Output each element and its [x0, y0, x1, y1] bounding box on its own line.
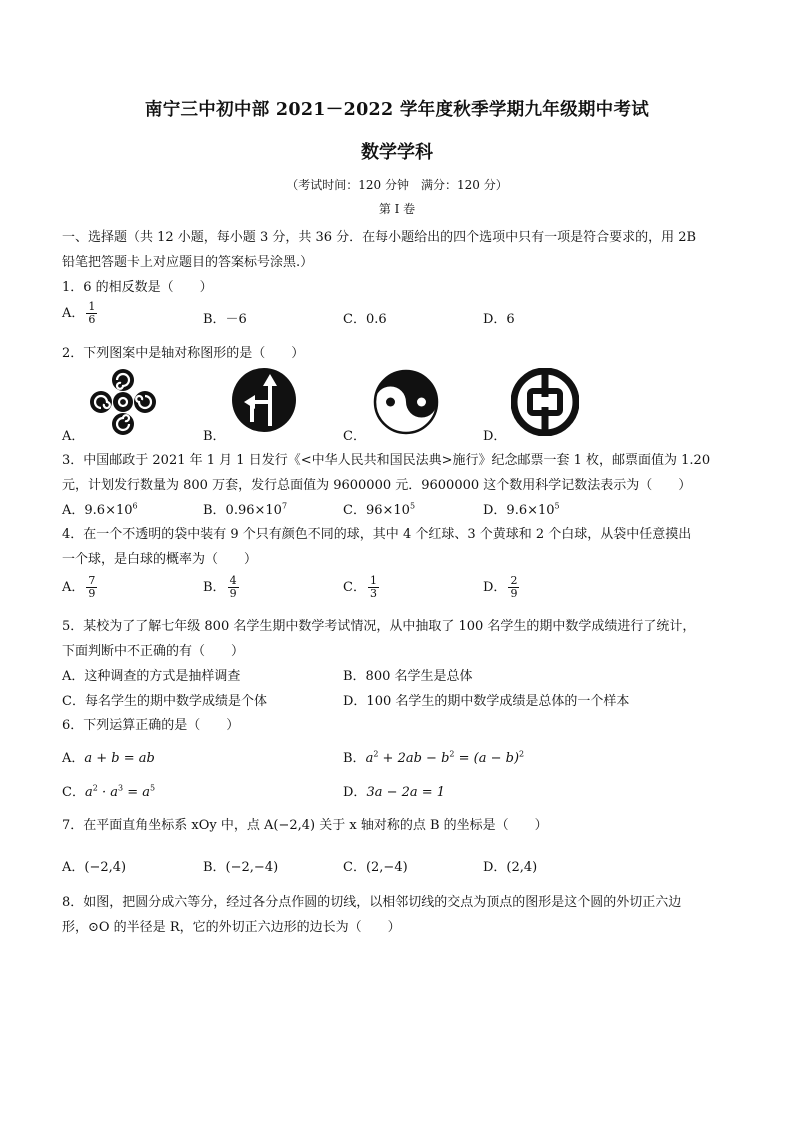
q4-d-fraction — [508, 575, 519, 600]
denominator: 9 — [510, 587, 518, 600]
q6-b-expr-part1: a — [365, 751, 374, 766]
q6-c-expr-part3: = a — [123, 785, 150, 800]
q6-c-label: C． — [62, 785, 85, 800]
numerator: 1 — [88, 300, 96, 313]
q4-c-label: C． — [343, 580, 366, 595]
q7-option-b: B．(−2,−4) — [203, 860, 279, 875]
q4-option-c — [343, 575, 379, 600]
q3-option-b — [203, 499, 287, 518]
q3-a-exponent: 6 — [132, 501, 138, 511]
bank-of-china-logo-icon — [511, 368, 579, 436]
exam-title: 南宁三中初中部 2021－2022 学年度秋季学期九年级期中考试 — [144, 100, 650, 120]
q3-option-d — [483, 499, 560, 518]
q5-option-c: C．每名学生的期中数学成绩是个体 — [62, 694, 267, 709]
q3-b-base: B．0.96×10 — [203, 503, 282, 518]
q1-option-d: D．6 — [483, 312, 515, 327]
q6-d-label: D． — [343, 785, 367, 800]
q6-a-label: A． — [62, 751, 85, 766]
q1-option-b: B．－6 — [203, 312, 247, 327]
q6-a-expression: a + b = ab — [84, 751, 155, 766]
question-8-line2: 形，⊙O 的半径是 R，它的外切正六边形的边长为（ ） — [62, 920, 401, 935]
q1-option-c: C．0.6 — [343, 312, 387, 327]
question-4-line1: 4．在一个不透明的袋中装有 9 个只有颜色不同的球，其中 4 个红球、3 个黄球和 2 个白球，从袋中任意摸出 — [62, 527, 692, 542]
denominator: 9 — [229, 587, 237, 600]
q5-option-d: D．100 名学生的期中数学成绩是总体的一个样本 — [343, 694, 630, 709]
q4-b-fraction — [228, 575, 239, 600]
q2-option-c: C． — [343, 429, 366, 444]
q2-option-d: D． — [483, 429, 507, 444]
q1-fraction — [86, 301, 97, 326]
denominator: 6 — [88, 313, 96, 326]
denominator: 3 — [369, 587, 377, 600]
exponent: 5 — [149, 783, 156, 793]
exponent: 3 — [117, 783, 124, 793]
q7-option-c: C．(2,−4) — [343, 860, 408, 875]
denominator: 9 — [88, 587, 96, 600]
q6-d-expression: 3a − 2a = 1 — [366, 785, 446, 800]
question-5-line2: 下面判断中不正确的有（ ） — [62, 644, 245, 659]
q6-option-c — [62, 781, 155, 800]
numerator: 2 — [510, 574, 518, 587]
yin-yang-icon — [373, 369, 439, 435]
q1-option-a-label: A． — [62, 306, 85, 321]
section-instructions-line1: 一、选择题（共 12 小题，每小题 3 分，共 36 分．在每小题给出的四个选项中只有一项是符合要求的，用 2B — [62, 230, 697, 245]
q6-b-label: B． — [343, 751, 366, 766]
q3-option-a — [62, 499, 138, 518]
q3-c-base: C．96×10 — [343, 503, 410, 518]
question-7-stem: 7．在平面直角坐标系 xOy 中，点 A(−2,4) 关于 x 轴对称的点 B 的坐标是（ ） — [62, 818, 548, 833]
numerator: 1 — [369, 574, 377, 587]
exponent: 2 — [449, 749, 455, 759]
cloud-knot-pattern-icon — [88, 368, 158, 436]
subject-title: 数学学科 — [361, 142, 433, 163]
q6-c-expr-part2: · a — [97, 785, 118, 800]
q3-d-base: D．9.6×10 — [483, 503, 555, 518]
q6-c-expr-part1: a — [84, 785, 93, 800]
q3-b-exponent: 7 — [281, 501, 288, 511]
exponent: 2 — [373, 749, 379, 759]
q3-a-base: A．9.6×10 — [62, 503, 133, 518]
question-2-stem: 2．下列图案中是轴对称图形的是（ ） — [62, 346, 305, 361]
volume-label: 第 I 卷 — [378, 202, 416, 216]
q1-option-a — [62, 301, 97, 326]
q4-a-fraction — [86, 575, 97, 600]
q5-option-a: A．这种调查的方式是抽样调查 — [62, 669, 241, 684]
question-5-line1: 5．某校为了了解七年级 800 名学生期中数学考试情况，从中抽取了 100 名学生的期中数学成绩进行了统计， — [62, 619, 696, 634]
q6-option-d — [343, 781, 445, 800]
q4-option-a — [62, 575, 97, 600]
q6-option-a — [62, 747, 155, 766]
q4-option-d — [483, 575, 519, 600]
q3-d-exponent: 5 — [554, 501, 560, 511]
q7-option-d: D．(2,4) — [483, 860, 538, 875]
question-1-stem: 1．6 的相反数是（ ） — [62, 280, 213, 295]
q4-d-label: D． — [483, 580, 507, 595]
exponent: 2 — [519, 749, 525, 759]
q3-option-c — [343, 499, 415, 518]
q7-option-a: A．(−2,4) — [62, 860, 127, 875]
q5-option-b: B．800 名学生是总体 — [343, 669, 473, 684]
numerator: 7 — [88, 574, 96, 587]
q4-option-b — [203, 575, 239, 600]
q2-option-b: B． — [203, 429, 226, 444]
q4-c-fraction — [368, 575, 379, 600]
q3-c-exponent: 5 — [409, 501, 416, 511]
question-4-line2: 一个球，是白球的概率为（ ） — [62, 552, 258, 567]
question-8-line1: 8．如图，把圆分成六等分，经过各分点作圆的切线，以相邻切线的交点为顶点的图形是这个圆的外切正六边 — [62, 895, 682, 910]
exponent: 2 — [92, 783, 98, 793]
question-3-line1: 3．中国邮政于 2021 年 1 月 1 日发行《<中华人民共和国民法典>施行》纪念邮票一套 1 枚，邮票面值为 1.20 — [62, 453, 711, 468]
q6-option-b — [343, 747, 524, 766]
question-3-line2: 元，计划发行数量为 800 万套，发行总面值为 9600000 元．9600000 这个数用科学记数法表示为（ ） — [62, 478, 692, 493]
numerator: 4 — [229, 574, 237, 587]
exam-info: （考试时间：120 分钟 满分：120 分） — [286, 178, 508, 192]
q2-option-a: A． — [62, 429, 85, 444]
question-6-stem: 6．下列运算正确的是（ ） — [62, 718, 240, 733]
section-instructions-line2: 铅笔把答题卡上对应题目的答案标号涂黑.） — [62, 255, 314, 270]
q4-b-label: B． — [203, 580, 226, 595]
q4-a-label: A． — [62, 580, 85, 595]
turn-arrow-sign-icon — [230, 366, 298, 434]
q6-b-expr-part2: + 2ab − b — [378, 751, 450, 766]
q6-b-expr-part3: = (a − b) — [454, 751, 520, 766]
